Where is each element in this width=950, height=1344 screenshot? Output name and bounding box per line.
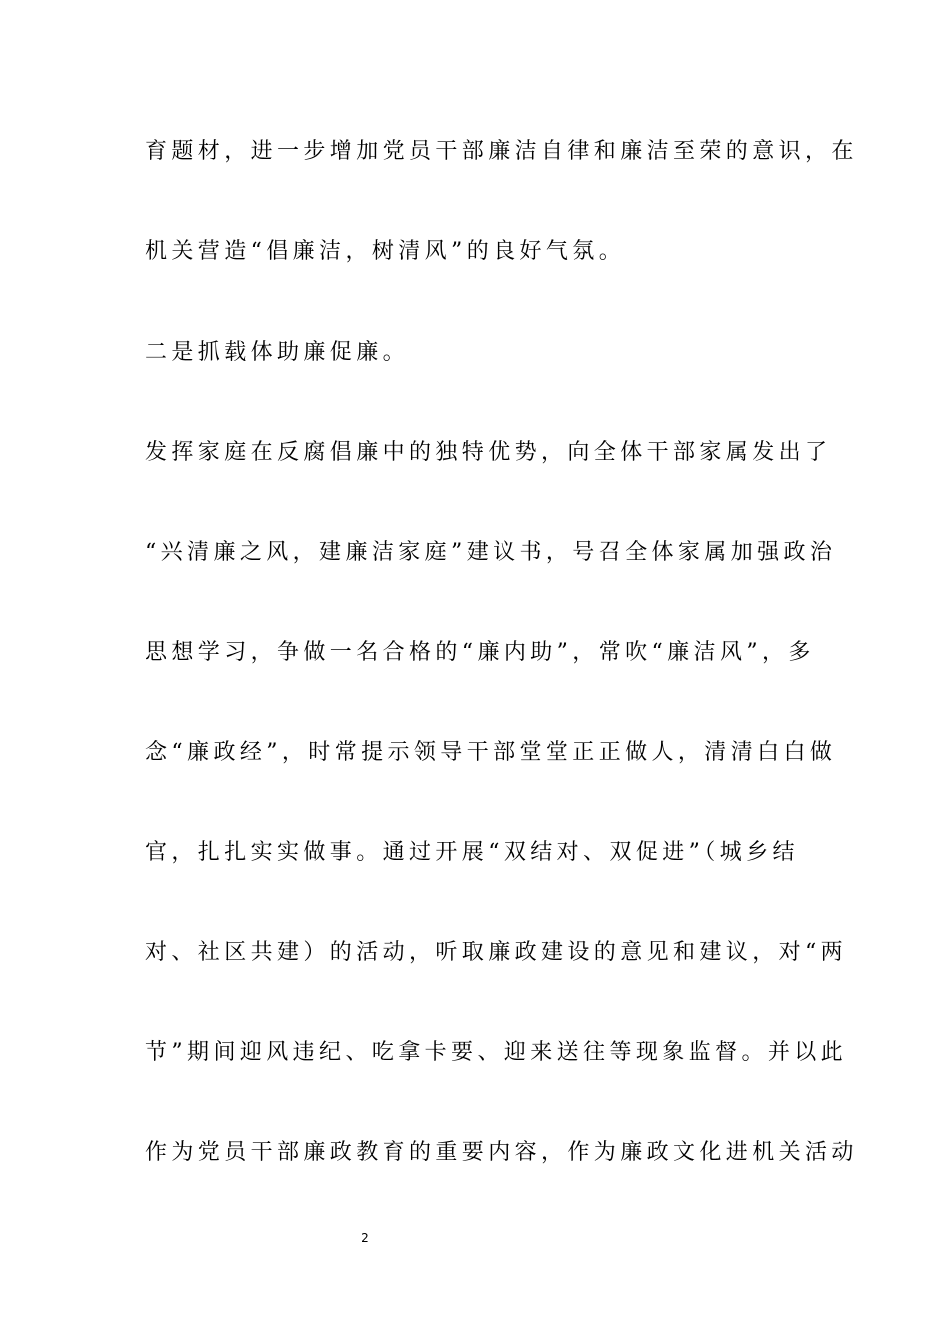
page-number: 2 xyxy=(361,1231,369,1245)
body-text-line: 念“廉政经”，时常提示领导干部堂堂正正做人，清清白白做 xyxy=(145,740,837,765)
body-text-line: 节”期间迎风违纪、吃拿卡要、迎来送往等现象监督。并以此 xyxy=(145,1040,848,1065)
body-text-line: “兴清廉之风，建廉洁家庭”建议书，号召全体家属加强政治 xyxy=(145,540,837,565)
body-text-line: 育题材，进一步增加党员干部廉洁自律和廉洁至荣的意识，在 xyxy=(145,139,858,164)
body-text-line: 官，扎扎实实做事。通过开展“双结对、双促进”（城乡结 xyxy=(145,840,799,865)
body-text-line: 作为党员干部廉政教育的重要内容，作为廉政文化进机关活动 xyxy=(145,1140,858,1165)
section-heading: 二是抓载体助廉促廉。 xyxy=(145,340,410,365)
body-text-line: 思想学习，争做一名合格的“廉内助”，常吹“廉洁风”，多 xyxy=(145,640,815,665)
body-text-line: 机关营造“倡廉洁，树清风”的良好气氛。 xyxy=(145,239,626,264)
body-text-line: 对、社区共建）的活动，听取廉政建设的意见和建议，对“两 xyxy=(145,940,848,965)
body-text-line: 发挥家庭在反腐倡廉中的独特优势，向全体干部家属发出了 xyxy=(145,440,832,465)
